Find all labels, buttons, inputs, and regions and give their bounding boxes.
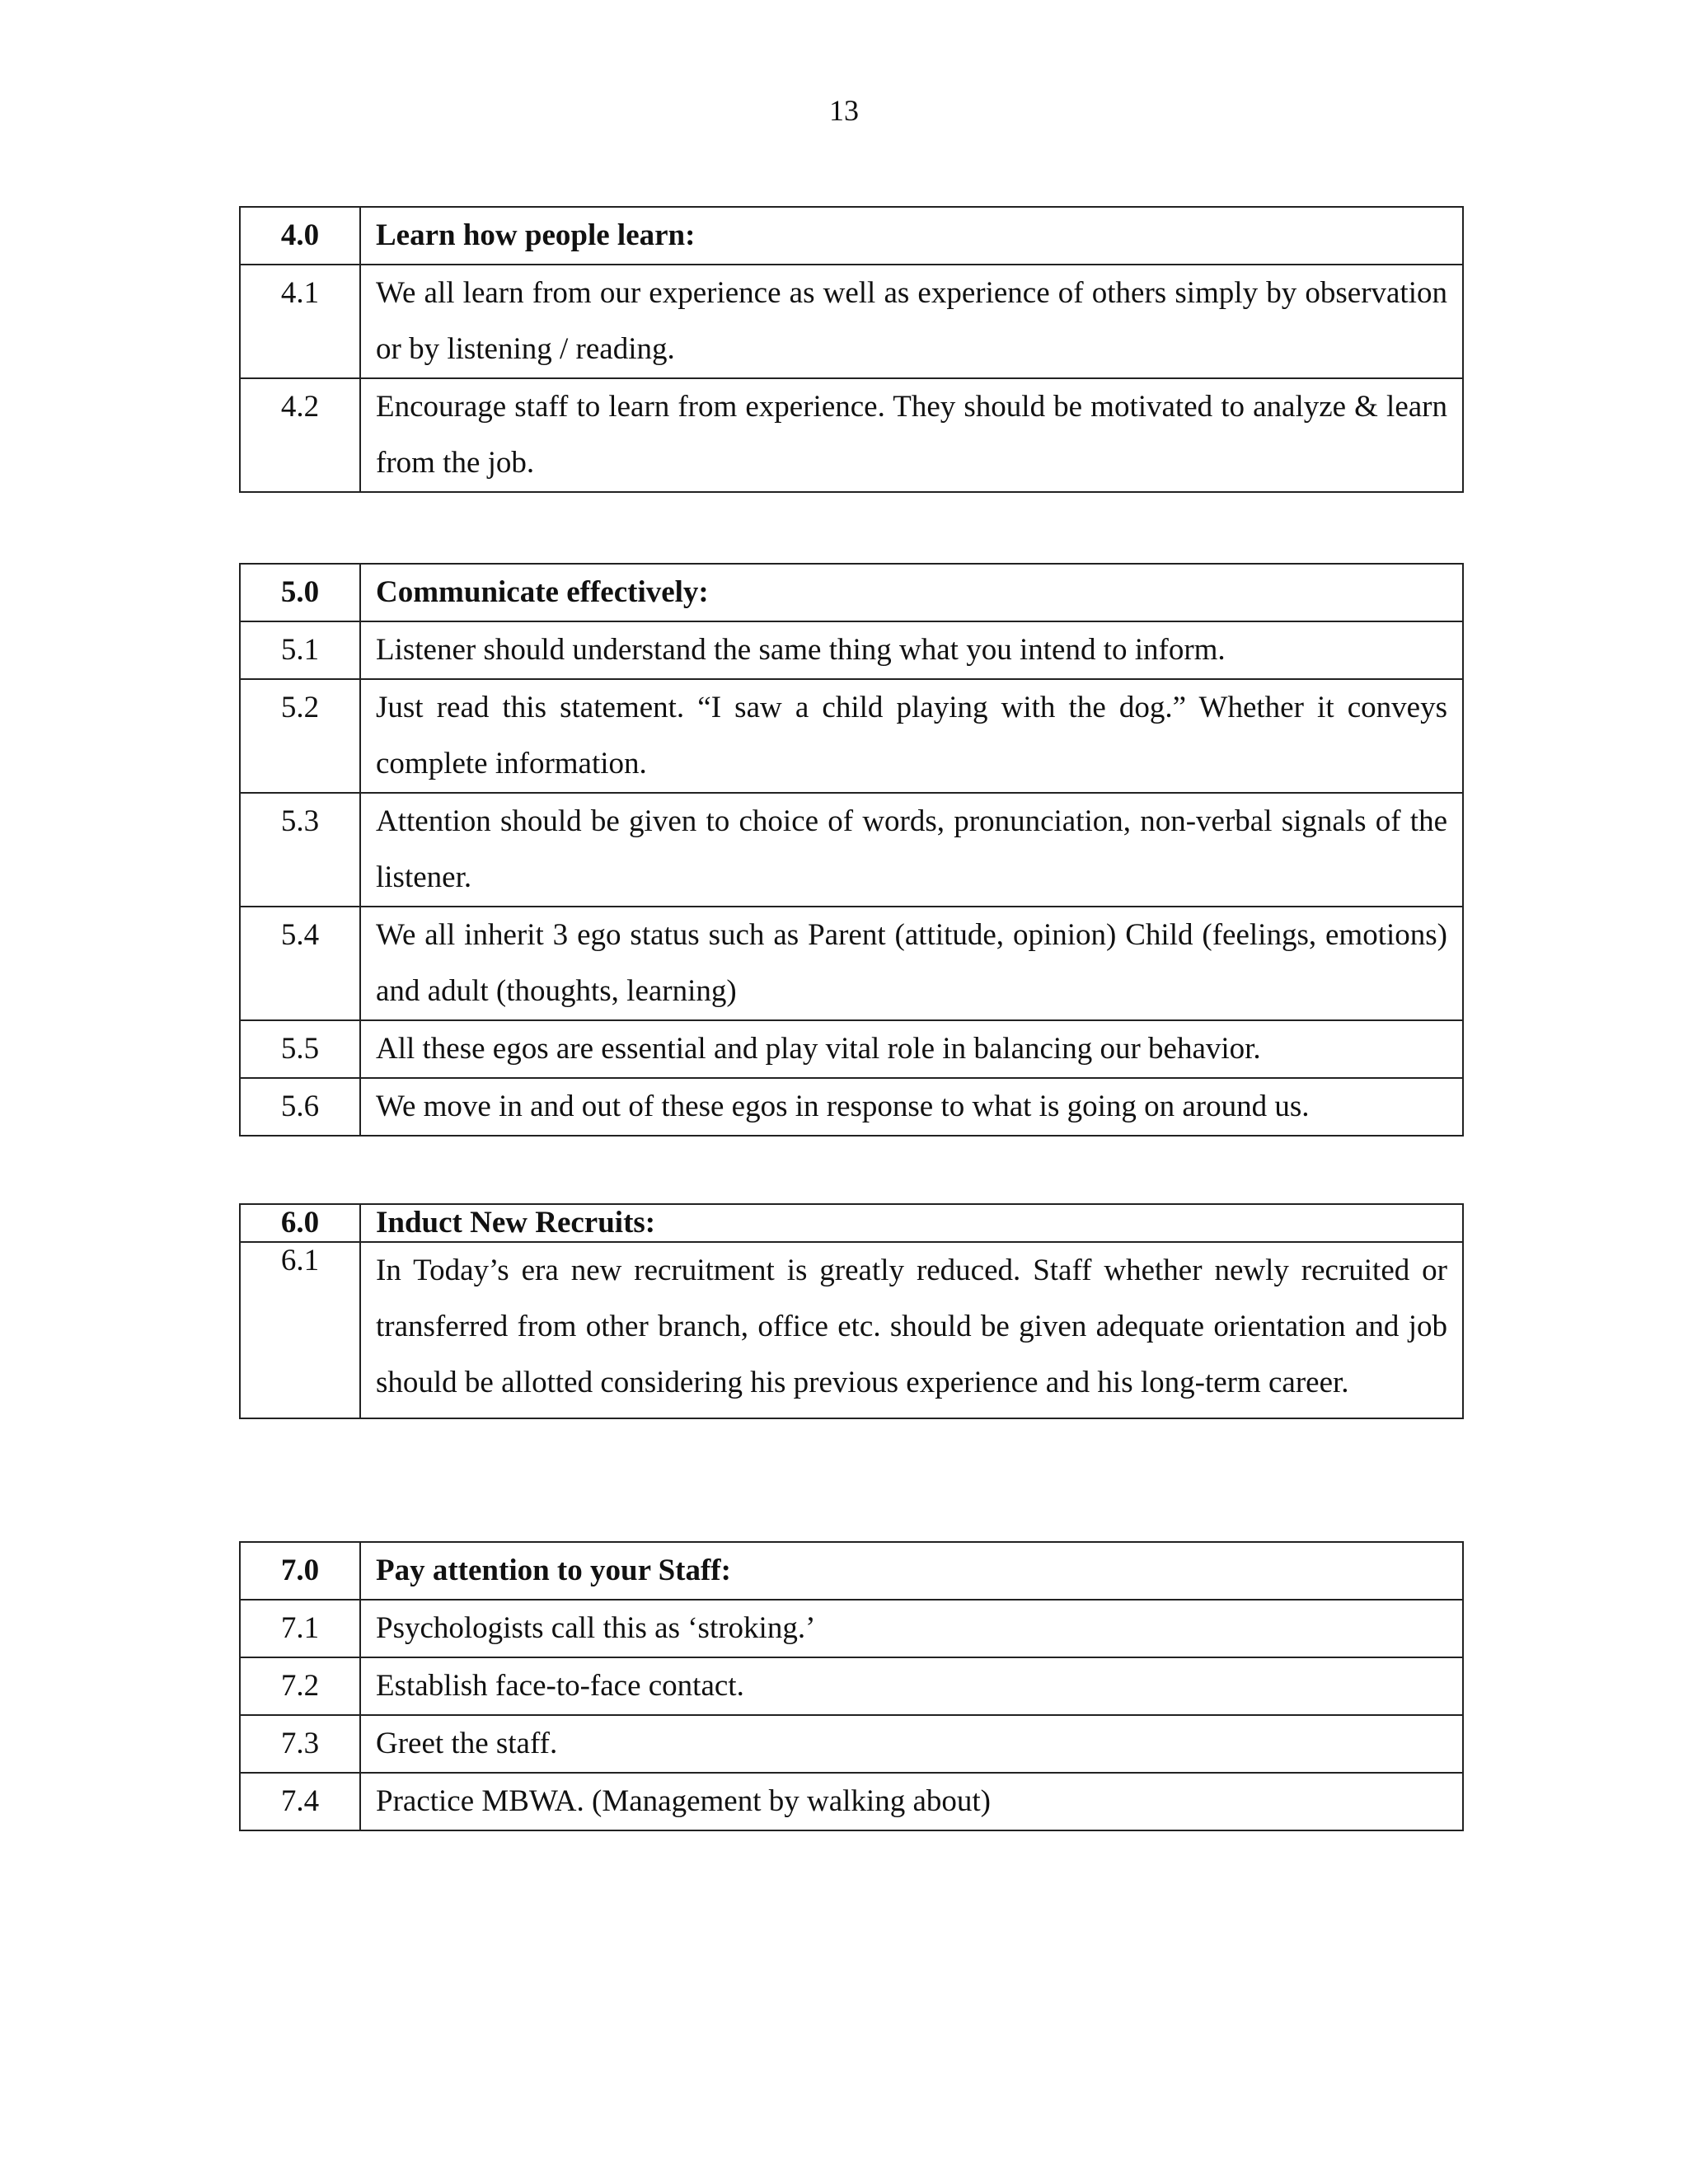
- item-text: In Today’s era new recruitment is greatly reduced. Staff whether newly recruited or transferred from other branch, office etc. should be given adequate orientation and job should be allotted considering his previous experience and his long-term career.: [360, 1242, 1463, 1418]
- item-number: 5.1: [240, 621, 360, 679]
- item-text: Establish face-to-face contact.: [360, 1657, 1463, 1715]
- item-text: Psychologists call this as ‘stroking.’: [360, 1600, 1463, 1657]
- item-number: 5.2: [240, 679, 360, 793]
- item-number: 4.1: [240, 265, 360, 378]
- section-header-row: [240, 1204, 1463, 1242]
- item-text: Just read this statement. “I saw a child playing with the dog.” Whether it conveys complete information.: [360, 679, 1463, 793]
- item-number: 5.5: [240, 1020, 360, 1078]
- item-number: 7.4: [240, 1773, 360, 1830]
- item-text: We move in and out of these egos in response to what is going on around us.: [360, 1078, 1463, 1136]
- table-row: [240, 1020, 1463, 1078]
- section-table-4: [239, 206, 1464, 493]
- item-number: 6.1: [240, 1242, 360, 1418]
- section-table-5: [239, 563, 1464, 1137]
- item-text: All these egos are essential and play vital role in balancing our behavior.: [360, 1020, 1463, 1078]
- item-text: Practice MBWA. (Management by walking about): [360, 1773, 1463, 1830]
- table-row: [240, 378, 1463, 492]
- item-text: We all learn from our experience as well as experience of others simply by observation or by listening / reading.: [360, 265, 1463, 378]
- item-number: 7.2: [240, 1657, 360, 1715]
- section-title: Communicate effectively:: [360, 564, 1463, 621]
- table-row: [240, 621, 1463, 679]
- table-row: [240, 1078, 1463, 1136]
- item-text: We all inherit 3 ego status such as Parent (attitude, opinion) Child (feelings, emotions) and adult (thoughts, learning): [360, 907, 1463, 1020]
- table-row: [240, 1657, 1463, 1715]
- item-text: Listener should understand the same thing what you intend to inform.: [360, 621, 1463, 679]
- section-title: Induct New Recruits:: [360, 1204, 1463, 1242]
- item-number: 5.3: [240, 793, 360, 907]
- section-number: 5.0: [240, 564, 360, 621]
- table-row: [240, 265, 1463, 378]
- item-number: 5.4: [240, 907, 360, 1020]
- section-table-6: [239, 1203, 1464, 1419]
- table-row: [240, 1600, 1463, 1657]
- table-row: [240, 793, 1463, 907]
- section-header-row: [240, 564, 1463, 621]
- section-table-7: [239, 1541, 1464, 1831]
- item-text: Attention should be given to choice of words, pronunciation, non-verbal signals of the listener.: [360, 793, 1463, 907]
- table-row: [240, 1773, 1463, 1830]
- table-row: [240, 907, 1463, 1020]
- table-row: [240, 679, 1463, 793]
- item-number: 5.6: [240, 1078, 360, 1136]
- item-text: Greet the staff.: [360, 1715, 1463, 1773]
- section-number: 4.0: [240, 207, 360, 265]
- table-row: [240, 1715, 1463, 1773]
- section-header-row: [240, 1542, 1463, 1600]
- item-number: 4.2: [240, 378, 360, 492]
- table-row: [240, 1242, 1463, 1418]
- item-number: 7.1: [240, 1600, 360, 1657]
- section-title: Learn how people learn:: [360, 207, 1463, 265]
- page-number: 13: [829, 94, 859, 127]
- item-number: 7.3: [240, 1715, 360, 1773]
- section-title: Pay attention to your Staff:: [360, 1542, 1463, 1600]
- section-number: 7.0: [240, 1542, 360, 1600]
- section-number: 6.0: [240, 1204, 360, 1242]
- section-header-row: [240, 207, 1463, 265]
- item-text: Encourage staff to learn from experience. They should be motivated to analyze & learn from the job.: [360, 378, 1463, 492]
